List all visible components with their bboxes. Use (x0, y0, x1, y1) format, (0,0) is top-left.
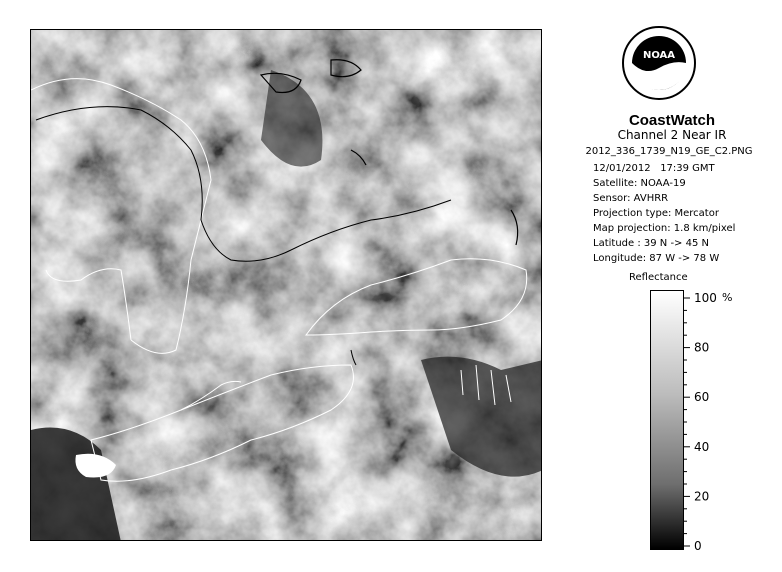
channel-name: Channel 2 Near IR (617, 128, 727, 142)
satellite-label: Satellite: NOAA-19 (593, 178, 686, 189)
map-projection-label: Map projection: 1.8 km/pixel (593, 223, 736, 234)
satellite-map-svg (31, 30, 542, 541)
metadata-block (593, 161, 735, 266)
latitude-label: Latitude : 39 N -> 45 N (593, 238, 709, 249)
satellite-image (30, 29, 542, 541)
date-label: 12/01/2012 (593, 163, 651, 174)
scale-tick-label: 0 (694, 539, 702, 552)
projection-type-label: Projection type: Mercator (593, 208, 719, 219)
reflectance-scale-bar (650, 290, 684, 550)
file-name: 2012_336_1739_N19_GE_C2.PNG (585, 146, 753, 157)
noaa-logo-icon (620, 18, 698, 108)
time-label: 17:39 GMT (660, 163, 715, 174)
scale-tick-label: 40 (694, 439, 710, 454)
scale-tick-label: 20 (694, 489, 710, 504)
scale-tick-label: 100 (694, 291, 717, 305)
scale-tick-label: 60 (694, 390, 710, 405)
sensor-label: Sensor: AVHRR (593, 193, 669, 204)
date-time-row (593, 161, 735, 176)
scale-title: Reflectance (629, 272, 688, 283)
scale-tick-label: 80 (694, 340, 710, 355)
scale-unit: % (722, 291, 733, 304)
logo-text: NOAA (642, 50, 676, 61)
scale-ticks (684, 290, 744, 552)
longitude-label: Longitude: 87 W -> 78 W (593, 253, 720, 264)
brand-title: CoastWatch (628, 112, 716, 129)
